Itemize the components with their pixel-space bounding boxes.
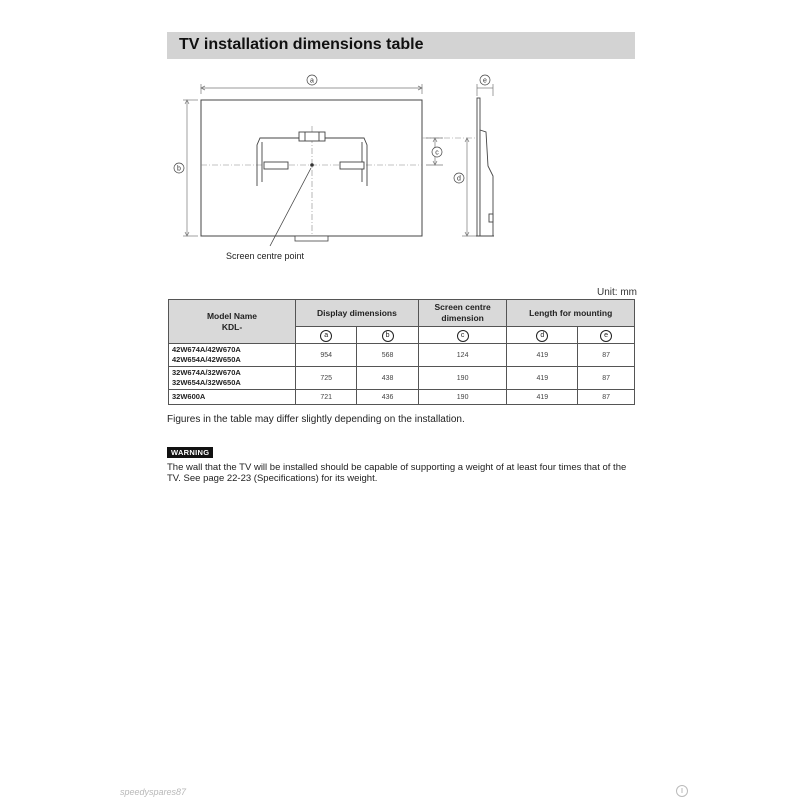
dimension-d-line (462, 138, 476, 236)
value-c: 190 (418, 390, 507, 405)
table-row (169, 344, 635, 367)
table-row (169, 390, 635, 405)
value-d: 419 (507, 344, 578, 367)
circle-label-c: c (457, 330, 469, 342)
subheader-b (357, 327, 418, 344)
header-model (169, 300, 296, 344)
circle-label-d: d (536, 330, 548, 342)
table-note: Figures in the table may differ slightly depending on the installation. (167, 414, 465, 425)
circle-label-b: b (382, 330, 394, 342)
value-e: 87 (578, 367, 635, 390)
value-e: 87 (578, 344, 635, 367)
tv-stand-base (295, 236, 328, 241)
header-model-line2: KDL- (221, 321, 243, 332)
dimension-b-line (183, 100, 198, 236)
header-display: Display dimensions (296, 300, 419, 327)
header-centre-line1: Screen centre (434, 302, 491, 312)
value-a: 954 (296, 344, 357, 367)
tv-dimensions-diagram (160, 66, 520, 276)
screen-centre-point (310, 163, 314, 167)
dimension-e-line (477, 84, 493, 96)
value-d: 419 (507, 390, 578, 405)
page-title: TV installation dimensions table (179, 36, 424, 53)
header-centre (418, 300, 507, 327)
tv-side-view (476, 98, 494, 236)
value-b: 438 (357, 367, 418, 390)
tv-front-outline (201, 100, 422, 236)
dimensions-table (168, 299, 635, 405)
unit-label: Unit: mm (597, 287, 637, 298)
watermark-logo-icon (675, 784, 689, 798)
label-c: c (435, 149, 439, 157)
value-b: 568 (357, 344, 418, 367)
value-d: 419 (507, 367, 578, 390)
value-a: 721 (296, 390, 357, 405)
value-c: 124 (418, 344, 507, 367)
callout-label: Screen centre point (226, 251, 305, 261)
subheader-c (418, 327, 507, 344)
value-b: 436 (357, 390, 418, 405)
value-e: 87 (578, 390, 635, 405)
header-length: Length for mounting (507, 300, 635, 327)
label-a: a (310, 77, 314, 85)
warning-badge: WARNING (167, 447, 213, 458)
table-row (169, 367, 635, 390)
subheader-e (578, 327, 635, 344)
warning-text: The wall that the TV will be installed should be capable of supporting a weight of at least four times that of the TV. See page 22-23 (Specifications) for its weight. (167, 462, 627, 484)
subheader-d (507, 327, 578, 344)
model-cell: 32W600A (169, 390, 296, 405)
header-model-line1: Model Name (206, 310, 258, 321)
table-header-row (169, 300, 635, 327)
header-centre-line2: dimension (441, 313, 484, 323)
value-c: 190 (418, 367, 507, 390)
label-b: b (177, 165, 181, 173)
seller-watermark: speedyspares87 (120, 787, 187, 797)
subheader-a (296, 327, 357, 344)
model-cell: 32W674A/32W670A 32W654A/32W650A (169, 367, 296, 390)
circle-label-a: a (320, 330, 332, 342)
model-cell: 42W674A/42W670A 42W654A/42W650A (169, 344, 296, 367)
value-a: 725 (296, 367, 357, 390)
section-header (167, 32, 635, 59)
circle-label-e: e (600, 330, 612, 342)
dimension-a-line (201, 84, 422, 94)
label-d: d (457, 175, 461, 183)
label-e: e (483, 77, 487, 85)
